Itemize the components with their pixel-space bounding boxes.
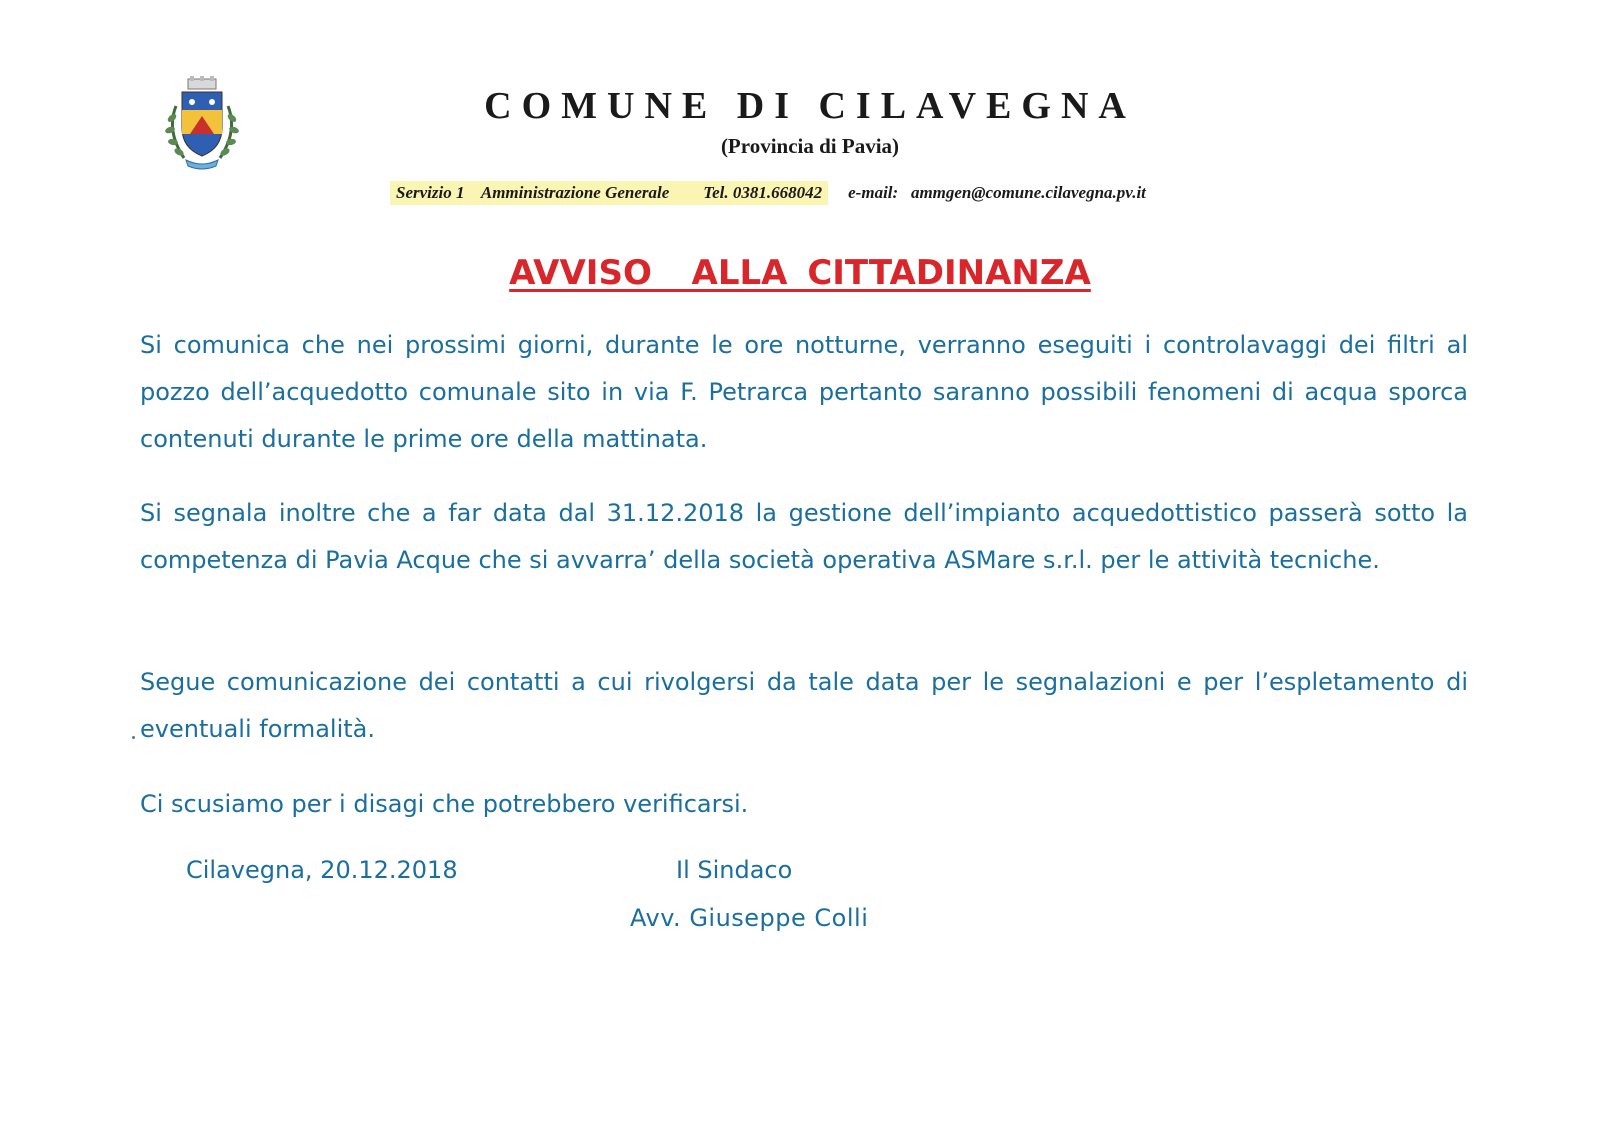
department-name: Amministrazione Generale	[480, 183, 670, 202]
notice-paragraph-1: Si comunica che nei prossimi giorni, durante le ore notturne, verranno eseguiti i controlavaggi dei filtri al pozzo dell’acquedotto comunale sito in via F. Petrarca pertanto saranno possibili fenomeni di acqua sporca contenuti durante le prime ore della mattinata.	[140, 331, 1468, 453]
municipality-title: COMUNE DI CILAVEGNA	[484, 85, 1136, 127]
municipal-crest-icon	[162, 76, 242, 172]
scan-speck	[132, 736, 135, 739]
place-and-date: Cilavegna, 20.12.2018	[186, 856, 458, 884]
notice-paragraph-2: Si segnala inoltre che a far data dal 31.12.2018 la gestione dell’impianto acquedottistico passerà sotto la competenza di Pavia Acque che si avvarra’ della società operativa ASMare s.r.l. per le attività tecniche.	[140, 499, 1468, 574]
email-block	[848, 183, 1146, 203]
email-label: e-mail:	[848, 183, 899, 202]
signer-name: Avv. Giuseppe Colli	[630, 904, 869, 932]
phone-number: Tel. 0381.668042	[703, 183, 823, 202]
province-subtitle: (Provincia di Pavia)	[720, 134, 900, 158]
service-highlight	[390, 181, 828, 205]
service-info-line	[390, 180, 1146, 206]
email-address[interactable]: ammgen@comune.cilavegna.pv.it	[910, 183, 1146, 202]
signer-role: Il Sindaco	[676, 856, 793, 884]
notice-paragraph-3: Segue comunicazione dei contatti a cui rivolgersi da tale data per le segnalazioni e per l’espletamento di eventuali formalità.	[140, 668, 1468, 743]
notice-title: AVVISO ALLA CITTADINANZA	[509, 253, 1091, 293]
service-number: Servizio 1	[396, 183, 465, 202]
notice-paragraph-4: Ci scusiamo per i disagi che potrebbero verificarsi.	[140, 790, 749, 818]
